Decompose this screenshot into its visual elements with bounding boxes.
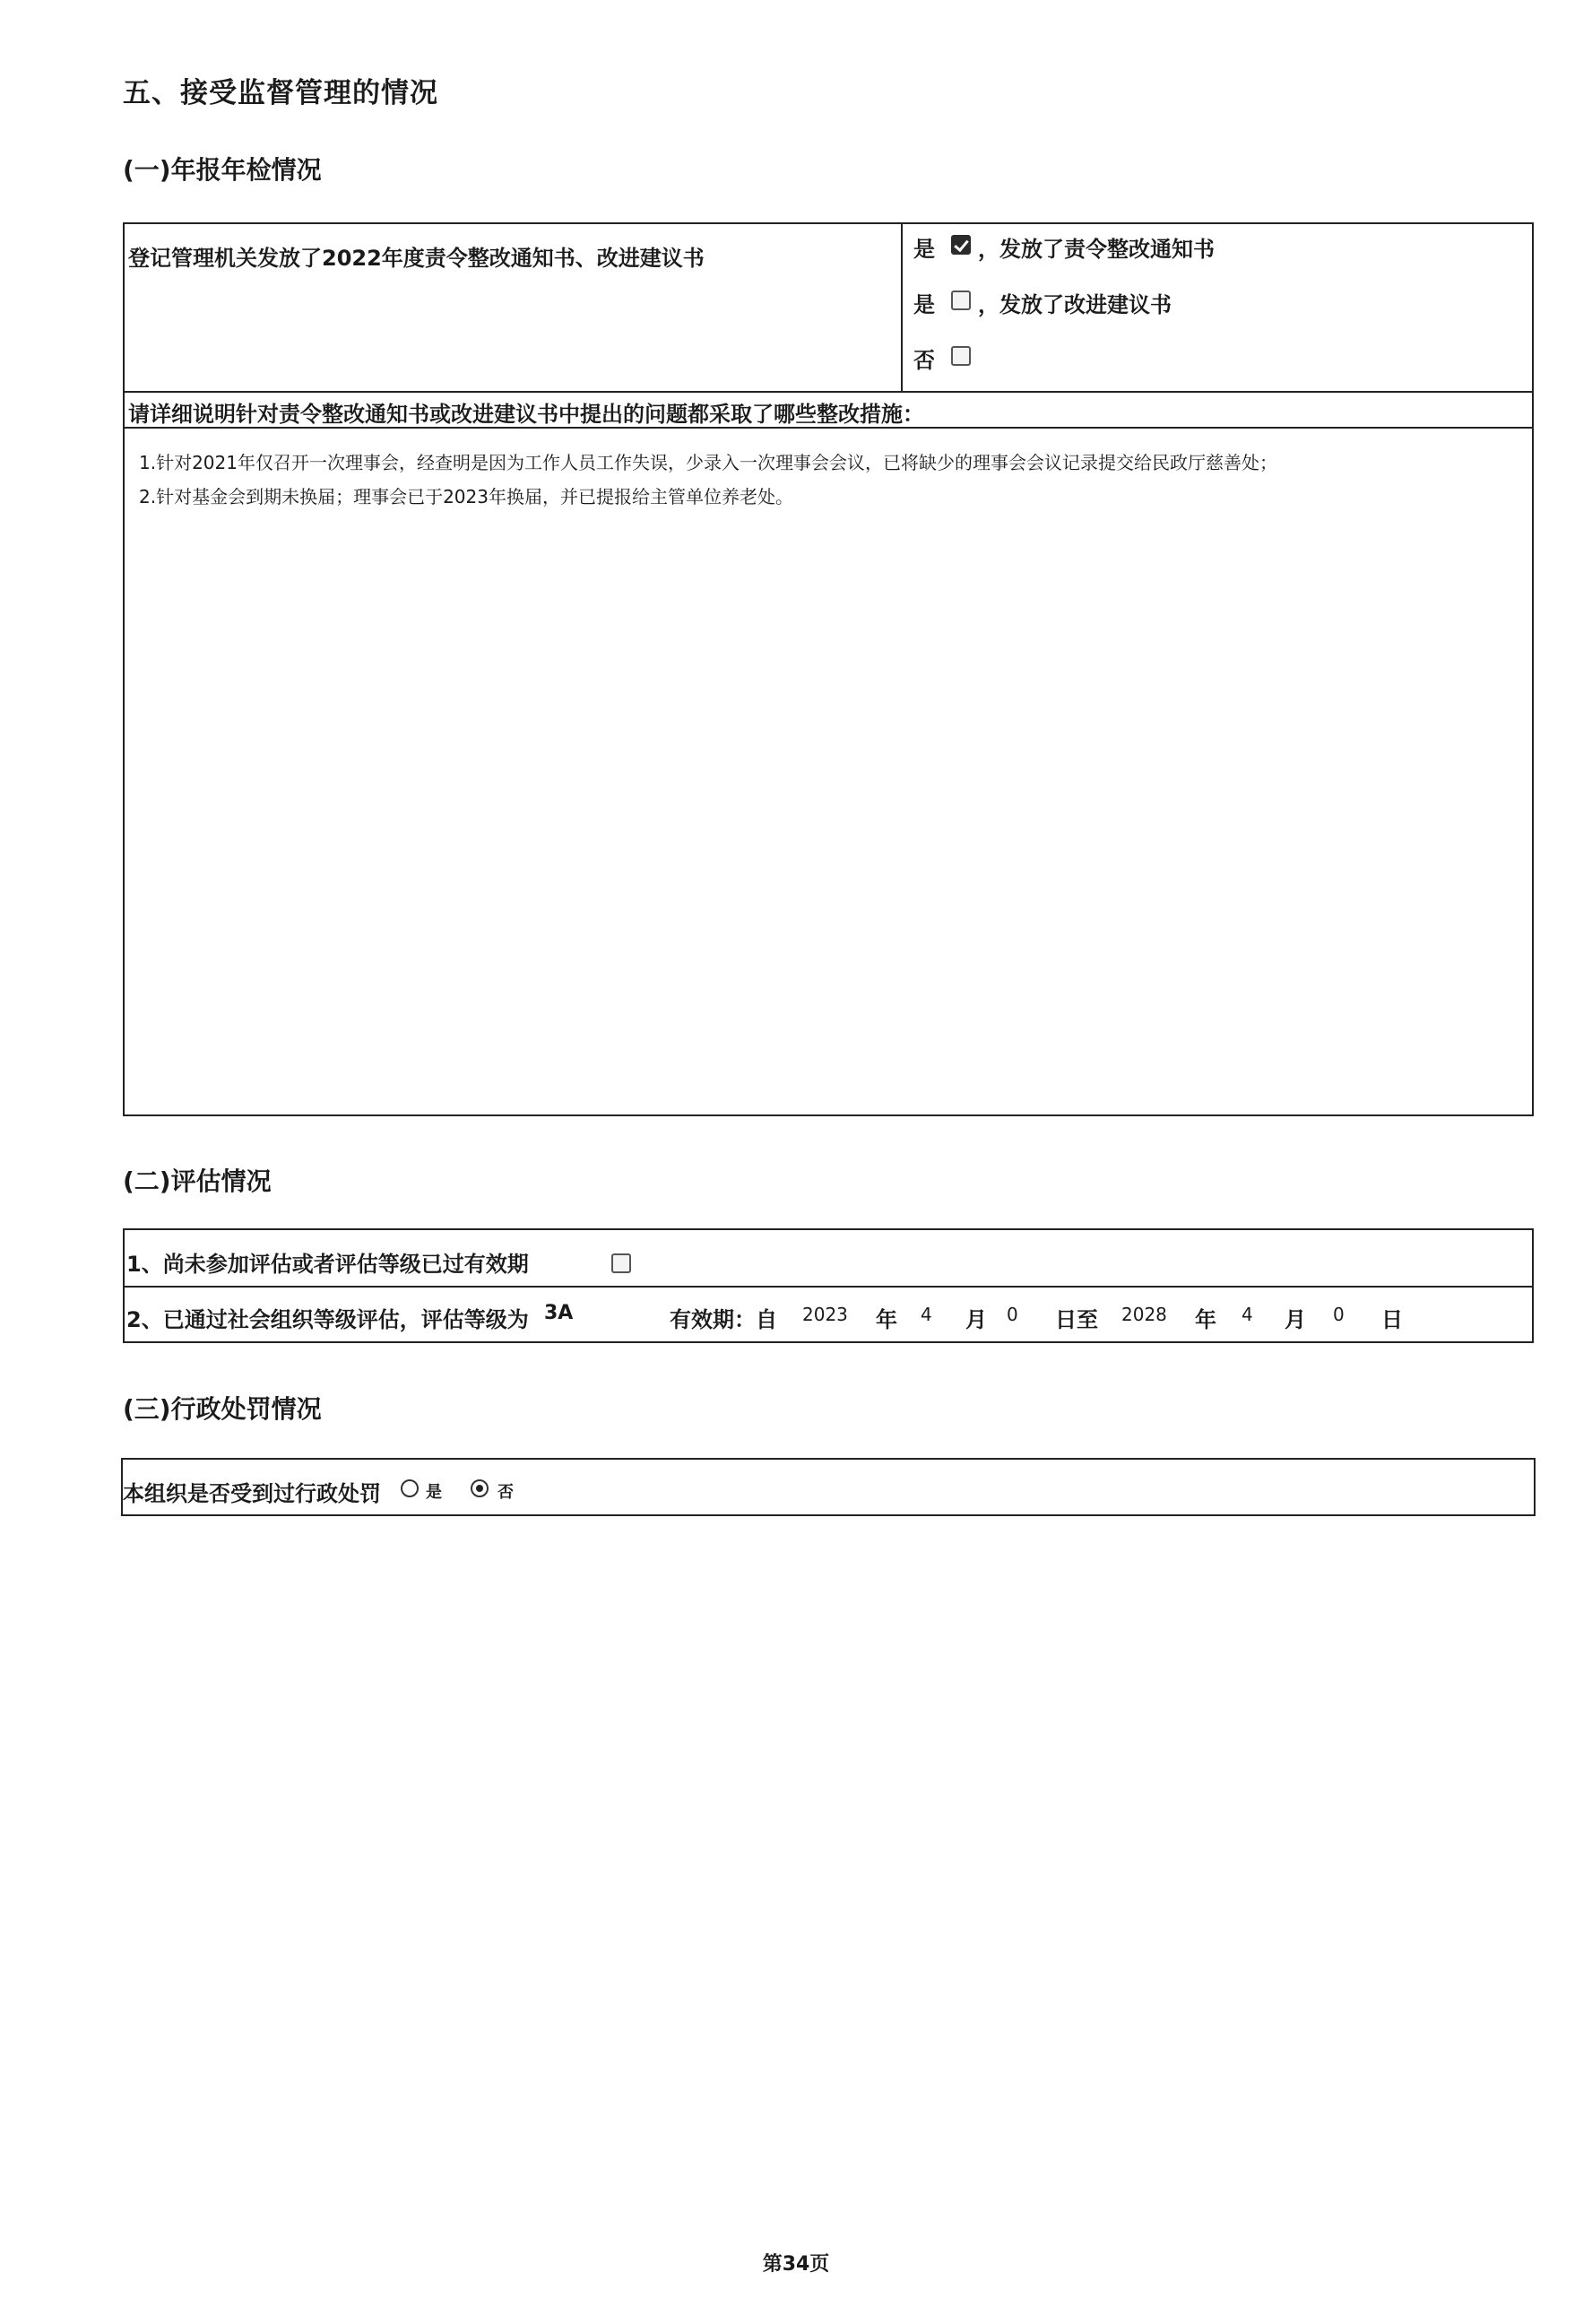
notice-question: 登记管理机关发放了2022年度责令整改通知书、改进建议书 xyxy=(128,246,705,271)
from-month-unit: 月 xyxy=(965,1307,987,1332)
evaluated-label: 2、已通过社会组织等级评估，评估等级为 xyxy=(126,1307,529,1332)
annual-inspection-heading: (一)年报年检情况 xyxy=(123,155,322,185)
page-number: 第34页 xyxy=(762,2253,830,2276)
from-year: 2023 xyxy=(802,1304,848,1325)
option-no-prefix: 否 xyxy=(913,348,935,373)
to-year-unit: 年 xyxy=(1195,1307,1216,1332)
measure-line-1: 1.针对2021年仅召开一次理事会，经查明是因为工作人员工作失误，少录入一次理事会会议，已将缺少的理事会会议记录提交给民政厅慈善处； xyxy=(139,452,1277,473)
evaluation-heading: (二)评估情况 xyxy=(123,1166,272,1196)
from-day-to: 日至 xyxy=(1055,1307,1098,1332)
option-yes-rectify-checkbox[interactable] xyxy=(951,235,971,255)
table-divider xyxy=(125,391,1532,393)
penalty-no-radio[interactable] xyxy=(471,1479,489,1497)
measures-prompt: 请详细说明针对责令整改通知书或改进建议书中提出的问题都采取了哪些整改措施： xyxy=(128,402,924,427)
option-yes-rectify-label: ，发放了责令整改通知书 xyxy=(978,237,1215,262)
measure-line-2: 2.针对基金会到期未换届；理事会已于2023年换届，并已提报给主管单位养老处。 xyxy=(139,486,793,507)
option-yes-improve-checkbox[interactable] xyxy=(951,290,971,310)
from-month: 4 xyxy=(921,1304,932,1325)
not-evaluated-checkbox[interactable] xyxy=(611,1253,631,1273)
penalty-question: 本组织是否受到过行政处罚 xyxy=(123,1481,381,1506)
from-year-unit: 年 xyxy=(876,1307,897,1332)
evaluation-table xyxy=(123,1228,1534,1343)
option-yes-rectify-prefix: 是 xyxy=(913,237,935,262)
penalty-no-label: 否 xyxy=(497,1483,514,1502)
penalty-yes-radio[interactable] xyxy=(401,1479,419,1497)
option-yes-improve-prefix: 是 xyxy=(913,292,935,317)
penalty-heading: (三)行政处罚情况 xyxy=(123,1394,322,1424)
to-year: 2028 xyxy=(1121,1304,1167,1325)
to-month: 4 xyxy=(1242,1304,1253,1325)
penalty-yes-label: 是 xyxy=(426,1483,442,1502)
to-day: 0 xyxy=(1333,1304,1345,1325)
to-month-unit: 月 xyxy=(1285,1307,1306,1332)
annual-inspection-table xyxy=(123,222,1534,1116)
evaluation-grade: 3A xyxy=(544,1302,574,1324)
validity-label: 有效期：自 xyxy=(670,1307,777,1332)
not-evaluated-label: 1、尚未参加评估或者评估等级已过有效期 xyxy=(126,1252,529,1277)
section-title: 五、接受监督管理的情况 xyxy=(123,77,438,109)
table-divider xyxy=(125,1286,1532,1288)
to-day-unit: 日 xyxy=(1381,1307,1403,1332)
option-no-checkbox[interactable] xyxy=(951,346,971,366)
table-divider xyxy=(901,224,903,391)
from-day: 0 xyxy=(1007,1304,1018,1325)
option-yes-improve-label: ，发放了改进建议书 xyxy=(978,292,1172,317)
penalty-table xyxy=(121,1458,1536,1516)
